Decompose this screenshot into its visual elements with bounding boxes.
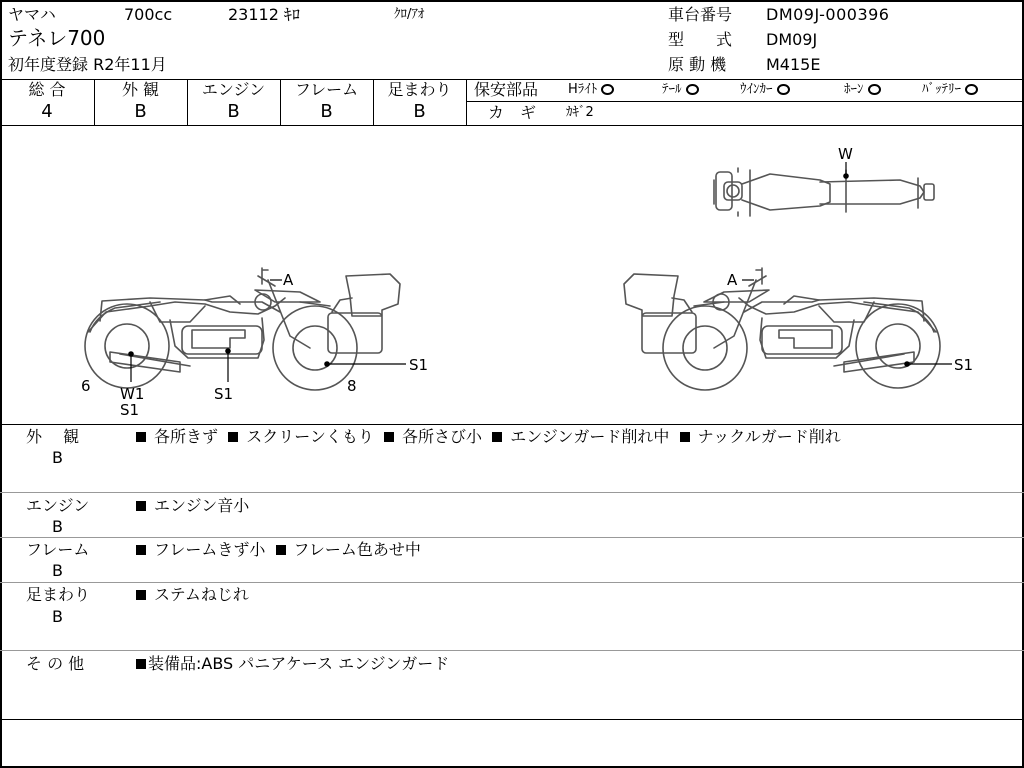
diagram-label-left-s1c: S1 — [409, 356, 429, 374]
key-label: カ ギ — [488, 103, 537, 122]
bullet-square-icon — [136, 501, 146, 511]
note-grade-exterior: B — [52, 448, 63, 467]
ok-circle-icon — [868, 84, 881, 95]
grade-value-frame: B — [320, 101, 333, 122]
ok-circle-icon — [686, 84, 699, 95]
note-grade-suspension: B — [52, 607, 63, 626]
safety-winker: ｳｲﾝｶｰ — [740, 82, 790, 98]
note-items-other: 装備品:ABS パニアケース エンジンガード — [136, 655, 449, 673]
ok-circle-icon — [965, 84, 978, 95]
ok-circle-icon — [601, 84, 614, 95]
bullet-square-icon — [228, 432, 238, 442]
grade-value-total: 4 — [41, 101, 53, 122]
color: ｸﾛ/ｱｵ — [394, 7, 425, 22]
note-items-engine: エンジン音小 — [136, 497, 249, 515]
notes-top-line — [0, 424, 1024, 425]
note-label-other: そ の 他 — [26, 654, 85, 673]
damage-diagram — [0, 126, 1024, 424]
diagram-label-left-s1a: S1 — [120, 401, 140, 419]
key-value: ｶｷﾞ2 — [566, 105, 594, 120]
frame-no: DM09J-000396 — [766, 5, 890, 24]
note-grade-frame: B — [52, 561, 63, 580]
type-label: 型 式 — [668, 30, 733, 49]
diagram-label-top-w: W — [838, 145, 853, 163]
grade-value-suspension: B — [413, 101, 426, 122]
safety-horn: ﾎｰﾝ — [844, 82, 881, 98]
bullet-square-icon — [680, 432, 690, 442]
note-label-frame: フレーム — [26, 540, 90, 559]
note-label-engine: エンジン — [26, 496, 90, 515]
type-value: DM09J — [766, 30, 818, 49]
grade-value-exterior: B — [134, 101, 147, 122]
frame-no-label: 車台番号 — [668, 5, 733, 24]
note-grade-engine: B — [52, 517, 63, 536]
safety-label: 保安部品 — [474, 80, 539, 99]
diagram-label-left-8: 8 — [347, 377, 357, 395]
diagram-label-left-6: 6 — [81, 377, 91, 395]
note-items-suspension: ステムねじれ — [136, 586, 249, 604]
grade-label-exterior: 外 観 — [121, 80, 160, 99]
engine-label: 原 動 機 — [668, 55, 727, 74]
ok-circle-icon — [777, 84, 790, 95]
note-items-frame: フレームきず小 フレーム色あせ中 — [136, 541, 421, 559]
diagram-label-right-a: A — [727, 271, 738, 289]
engine-no: M415E — [766, 55, 821, 74]
bullet-square-icon — [136, 590, 146, 600]
grade-label-engine: エンジン — [201, 80, 266, 99]
bike-left-side-view — [85, 268, 400, 390]
displacement: 700cc — [124, 5, 173, 24]
bullet-square-icon — [136, 432, 146, 442]
note-label-exterior: 外 観 — [26, 427, 80, 446]
bullet-square-icon — [136, 659, 146, 669]
mileage: 23112 ｷﾛ — [228, 5, 300, 24]
bike-right-side-view — [624, 268, 940, 390]
diagram-label-left-s1b: S1 — [214, 385, 234, 403]
diagram-label-left-a: A — [283, 271, 294, 289]
bullet-square-icon — [276, 545, 286, 555]
grade-label-frame: フレーム — [294, 80, 359, 99]
grade-label-suspension: 足まわり — [387, 80, 452, 99]
safety-tail: ﾃｰﾙ — [662, 82, 699, 98]
first-registration: 初年度登録 R2年11月 — [8, 55, 167, 74]
bullet-square-icon — [384, 432, 394, 442]
safety-headlight: Hﾗｲﾄ — [568, 82, 614, 98]
safety-battery: ﾊﾞｯﾃﾘｰ — [922, 82, 978, 98]
bullet-square-icon — [492, 432, 502, 442]
diagram-label-left-w1: W1 — [120, 385, 145, 403]
bike-top-view — [714, 168, 934, 216]
grade-value-engine: B — [227, 101, 240, 122]
note-items-exterior: 各所きず スクリーンくもり 各所さび小 エンジンガード削れ中 ナックルガード削れ — [136, 428, 841, 446]
safety-divider — [467, 101, 1024, 102]
maker: ヤマハ — [8, 5, 56, 24]
diagram-label-right-s1: S1 — [954, 356, 974, 374]
bullet-square-icon — [136, 545, 146, 555]
model-name: テネレ700 — [8, 26, 106, 50]
grade-label-total: 総 合 — [28, 80, 66, 99]
note-label-suspension: 足まわり — [26, 585, 91, 604]
